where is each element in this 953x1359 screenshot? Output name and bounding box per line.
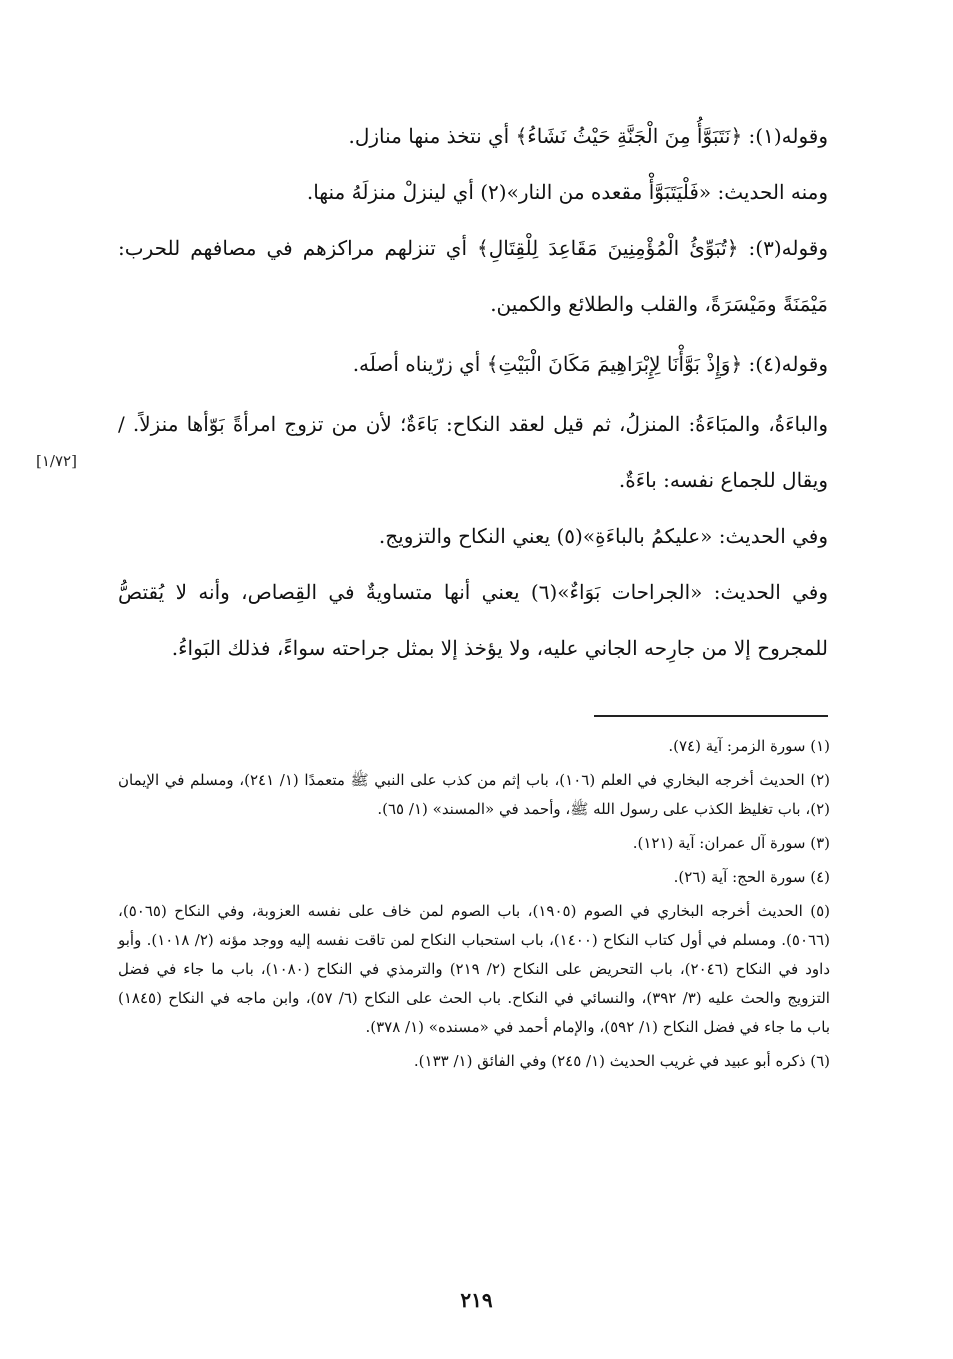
footnote-5: (٥) الحديث أخرجه البخاري في الصوم (١٩٠٥)، باب الصوم لمن خاف على نفسه العزوبة، وفي النكاح (٥٠٦٥)، (٥٠٦٦). ومسلم في أول كتاب النكاح (١٤٠٠)، باب استحباب النكاح لمن تاقت نفسه إليه ووجد مؤنه (٢/ ١٠١٨). وأبو داود في النكاح (٢٠٤٦)، باب التحريض على النكاح (٢/ ٢١٩) والترمذي في النكاح (١٠٨٠)، باب ما جاء في فضل التزويج والحث عليه (٣/ ٣٩٢)، والنسائي في النكاح. باب الحث على النكاح (٦/ ٥٧)، وابن ماجه في النكاح (١٨٤٥) باب ما جاء في فضل النكاح (١/ ٥٩٢)، والإمام أحمد في «مسنده» (١/ ٣٧٨). bbox=[118, 902, 830, 1036]
main-text bbox=[118, 108, 828, 676]
page-number: ٢١٩ bbox=[460, 1288, 493, 1312]
footnote-6: (٦) ذكره أبو عبيد في غريب الحديث (١/ ٢٤٥) وفي الفائق (١/ ١٣٣). bbox=[413, 1052, 830, 1070]
footnote-divider bbox=[594, 715, 828, 717]
paragraph-2: ومنه الحديث: «فَلْيَتَبَوَّأْ مقعده من النار»(٢) أي لينزلْ منزلَهُ منها. bbox=[306, 180, 828, 204]
footnote-3: (٣) سورة آل عمران: آية (١٢١). bbox=[632, 834, 830, 852]
footnote-4: (٤) سورة الحج: آية (٢٦). bbox=[673, 868, 830, 886]
footnote-2: (٢) الحديث أخرجه البخاري في العلم (١٠٦)، باب إثم من كذب على النبي ﷺ متعمدًا (١/ ٢٤١)، ومسلم في الإيمان (٢)، باب تغليظ الكذب على رسول الله ﷺ، وأحمد في «المسند» (١/ ٦٥). bbox=[118, 771, 831, 818]
paragraph-7: وفي الحديث: «الجراحات بَوَاءٌ»(٦) يعني أنها متساويةٌ في القِصاص، وأنه لا يُقتصُّ للمجروح إلا من جارِحه الجاني عليه، ولا يؤخذ إلا بمثل جراحته سواءً، فذلك البَواءُ. bbox=[118, 580, 828, 660]
paragraph-6: وفي الحديث: «عليكمُ بالباءَةِ»(٥) يعني النكاح والتزويج. bbox=[378, 524, 828, 548]
margin-manuscript-reference: [١/٧٢] bbox=[36, 452, 77, 470]
paragraph-4: وقوله(٤): ﴿وَإِذْ بَوَّأْنَا لِإِبْرَاهِيمَ مَكَانَ الْبَيْتِ﴾ أي زرّيناه أصلَه. bbox=[352, 352, 828, 376]
paragraph-3: وقوله(٣): ﴿تُبَوِّئُ الْمُؤْمِنِينَ مَقَاعِدَ لِلْقِتَالِ﴾ أي تنزلهم مراكزهم في مصافهم للحرب: مَيْمَنَةً ومَيْسَرَةً، والقلب والطلائع والكمين. bbox=[118, 236, 828, 316]
paragraph-1: وقوله(١): ﴿نَتَبَوَّأُ مِنَ الْجَنَّةِ حَيْثُ نَشَاءُ﴾ أي نتخذ منها منازل. bbox=[348, 124, 828, 148]
footnotes bbox=[118, 732, 830, 1081]
paragraph-5: والباءَةُ، والمبَاءَةُ: المنزلُ، ثم قيل لعقد النكاح: بَاءَةٌ؛ لأن من تزوج امرأةً بَوّأها منزلاً. /ويقال للجماع نفسه: باءَةٌ. bbox=[118, 412, 828, 492]
footnote-1: (١) سورة الزمر: آية (٧٤). bbox=[668, 737, 830, 755]
